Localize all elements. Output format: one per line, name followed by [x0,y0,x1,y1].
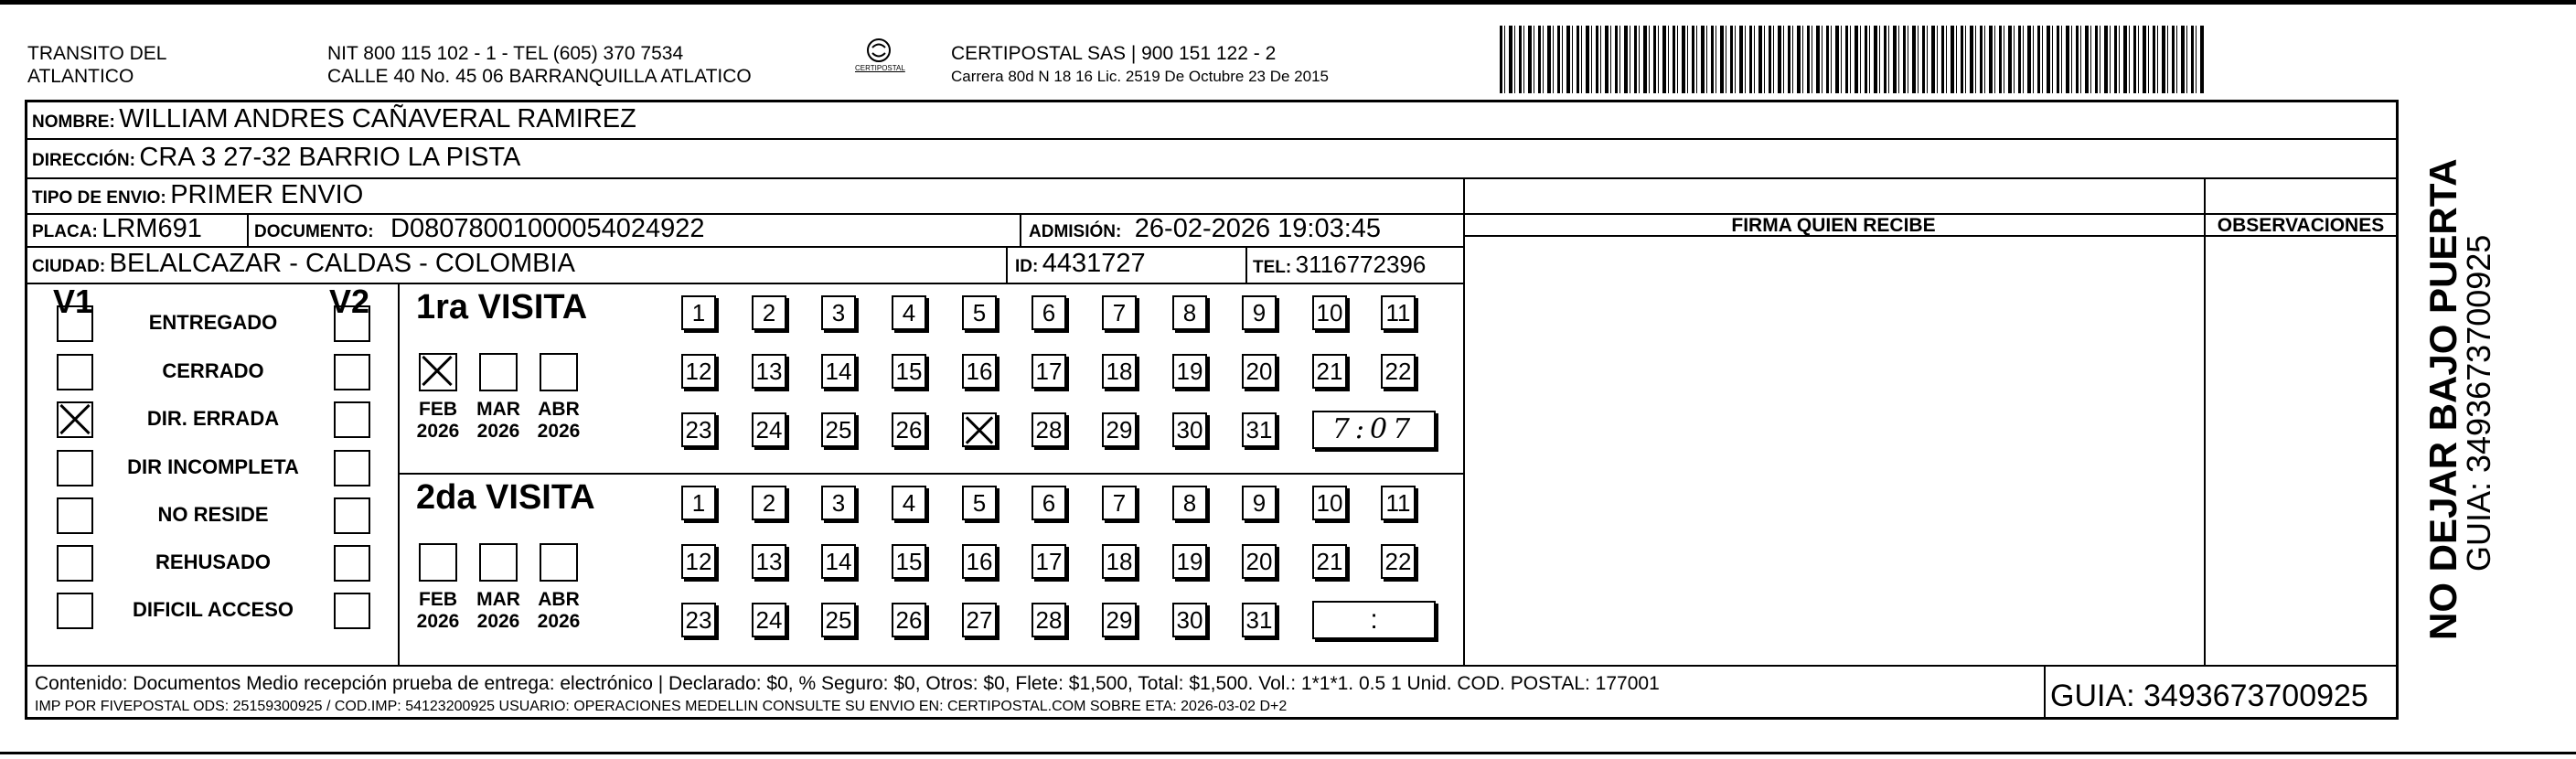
delivery-form [25,100,2399,720]
day-box[interactable]: 13 [752,544,786,579]
day-box[interactable]: 24 [752,412,786,447]
direccion-value: CRA 3 27-32 BARRIO LA PISTA [139,143,521,172]
v1-checkbox[interactable] [57,450,93,486]
observaciones-label: OBSERVACIONES [2217,215,2385,236]
placa-value: LRM691 [102,214,202,243]
day-box[interactable]: 13 [752,354,786,389]
month-year: 2026 [416,611,460,632]
status-label: DIFICIL ACCESO [132,598,294,621]
day-box[interactable]: 26 [892,603,926,637]
day-box[interactable]: 8 [1172,486,1207,520]
guia-box: GUIA: 3493673700925 [2050,679,2368,713]
rule [1245,246,1247,283]
nombre-field [32,104,636,134]
rule [27,138,2396,140]
status-label: ENTREGADO [148,311,278,334]
v2-label: V2 [329,283,370,320]
day-box[interactable]: 28 [1031,603,1066,637]
signature-area[interactable] [1468,240,2199,660]
sender-nit [327,42,752,88]
day-box[interactable]: 6 [1031,486,1066,520]
certipostal-logo [855,37,903,93]
v1-label: V1 [53,283,94,320]
day-box[interactable]: 5 [962,295,997,330]
day-box[interactable]: 9 [1242,486,1277,520]
id-label: ID: [1015,257,1039,276]
tipo-envio-value: PRIMER ENVIO [170,180,364,209]
v1-checkbox[interactable] [57,354,93,390]
observations-area[interactable] [2208,240,2391,660]
day-box[interactable]: 8 [1172,295,1207,330]
month-name: MAR [476,399,520,420]
month-checkbox[interactable] [479,353,518,391]
day-box[interactable]: 21 [1312,354,1347,389]
placa-field [32,214,202,244]
day-box[interactable]: 28 [1031,412,1066,447]
day-box[interactable]: 14 [821,354,856,389]
day-box[interactable]: 20 [1242,544,1277,579]
direccion-field [32,143,520,173]
ciudad-value: BELALCAZAR - CALDAS - COLOMBIA [109,249,575,278]
month-checkbox[interactable] [540,353,578,391]
day-box[interactable]: 19 [1172,544,1207,579]
day-box[interactable] [962,412,997,447]
day-box[interactable]: 16 [962,354,997,389]
tipo-envio-label: TIPO DE ENVIO: [32,188,166,208]
day-box[interactable]: 2 [752,295,786,330]
day-box[interactable]: 23 [681,603,716,637]
v2-checkbox[interactable] [334,593,370,629]
tel-value: 3116772396 [1295,251,1427,278]
month-name: ABR [538,589,580,610]
rule [398,283,400,665]
day-box[interactable]: 22 [1381,544,1416,579]
v1-checkbox[interactable] [57,305,93,342]
month-label [475,399,522,443]
rule [247,213,249,246]
direccion-label: DIRECCIÓN: [32,151,135,170]
day-box[interactable]: 1 [681,486,716,520]
day-box[interactable]: 16 [962,544,997,579]
day-box[interactable]: 18 [1102,354,1137,389]
v2-checkbox[interactable] [334,305,370,342]
day-box[interactable]: 7 [1102,486,1137,520]
v2-checkbox[interactable] [334,545,370,582]
month-label [535,399,583,443]
day-box[interactable]: 19 [1172,354,1207,389]
id-value: 4431727 [1042,249,1146,278]
rule [27,246,1463,248]
day-box[interactable]: 26 [892,412,926,447]
month-checkbox[interactable] [419,353,457,391]
day-box[interactable]: 4 [892,486,926,520]
day-box[interactable]: 21 [1312,544,1347,579]
day-box[interactable]: 29 [1102,603,1137,637]
sender-org-line1: TRANSITO DEL [27,43,167,64]
day-box[interactable]: 4 [892,295,926,330]
nombre-value: WILLIAM ANDRES CAÑAVERAL RAMIREZ [119,104,636,134]
barcode [1500,26,2206,93]
documento-label: DOCUMENTO: [254,222,374,241]
day-box[interactable]: 3 [821,486,856,520]
status-label: NO RESIDE [157,503,269,526]
rule [27,283,1463,284]
rule [1463,177,1465,665]
day-box[interactable]: 11 [1381,295,1416,330]
month-label [475,589,522,633]
month-checkbox[interactable] [419,543,457,582]
v1-checkbox[interactable] [57,545,93,582]
footer-line2: IMP POR FIVEPOSTAL ODS: 25159300925 / COD.IMP: 54123200925 USUARIO: OPERACIONES MEDELLIN CONSULTE SU ENVIO EN: CERTIPOSTAL.COM SOBRE ETA: 2026-03-02 D+2 [35,699,1288,714]
tel-label: TEL: [1253,258,1292,277]
rule [2044,665,2046,720]
rule [27,177,2396,179]
sender-org [27,42,166,88]
top-border [0,0,2576,5]
day-box[interactable]: 12 [681,544,716,579]
v2-checkbox[interactable] [334,354,370,390]
rule [27,665,2396,667]
month-checkbox[interactable] [479,543,518,582]
no-dejar-bajo-puerta: NO DEJAR BAJO PUERTA [2421,158,2464,640]
day-box[interactable]: 22 [1381,354,1416,389]
month-checkbox[interactable] [540,543,578,582]
documento-value: D08078001000054024922 [390,214,705,243]
day-box[interactable]: 10 [1312,486,1347,520]
day-box[interactable]: 25 [821,412,856,447]
tel-field [1253,251,1426,279]
rule [1006,246,1008,283]
carrier-info [951,42,1329,88]
placa-label: PLACA: [32,222,98,241]
day-box[interactable]: 17 [1031,354,1066,389]
day-box[interactable]: 30 [1172,412,1207,447]
certipostal-logo-icon [865,37,893,64]
v2-checkbox[interactable] [334,497,370,534]
carrier-line1: CERTIPOSTAL SAS | 900 151 122 - 2 [951,43,1277,64]
day-box[interactable]: 23 [681,412,716,447]
day-box[interactable]: 10 [1312,295,1347,330]
day-box[interactable]: 14 [821,544,856,579]
month-name: FEB [419,399,457,420]
sender-org-line2: ATLANTICO [27,66,134,87]
day-box[interactable]: 12 [681,354,716,389]
day-box[interactable]: 3 [821,295,856,330]
admision-value: 26-02-2026 19:03:45 [1134,214,1382,243]
day-box[interactable]: 31 [1242,412,1277,447]
guia-vertical: GUIA: 3493673700925 [2460,234,2497,572]
rule [398,473,1463,475]
firma-label: FIRMA QUIEN RECIBE [1731,215,1936,236]
rule [2396,102,2398,720]
logo-text: CERTIPOSTAL [855,64,905,72]
month-year: 2026 [537,611,581,632]
v1-checkbox[interactable] [57,401,93,438]
day-box[interactable]: 15 [892,544,926,579]
status-label: DIR INCOMPLETA [127,455,299,478]
day-box[interactable]: 5 [962,486,997,520]
v2-checkbox[interactable] [334,450,370,486]
day-box[interactable]: 31 [1242,603,1277,637]
id-field [1015,249,1146,279]
day-box[interactable]: 11 [1381,486,1416,520]
tipo-envio-field [32,180,363,210]
day-box[interactable]: 20 [1242,354,1277,389]
status-label: CERRADO [162,359,264,382]
month-year: 2026 [476,611,520,632]
visit-title: 1ra VISITA [416,288,588,326]
nombre-label: NOMBRE: [32,112,115,132]
day-box[interactable]: 7 [1102,295,1137,330]
carrier-line2: Carrera 80d N 18 16 Lic. 2519 De Octubre 23 De 2015 [951,68,1329,85]
month-year: 2026 [476,421,520,442]
month-name: ABR [538,399,580,420]
rule [2204,177,2206,665]
sender-nit-line2: CALLE 40 No. 45 06 BARRANQUILLA ATLATICO [327,66,752,87]
day-box[interactable]: 24 [752,603,786,637]
status-label: REHUSADO [155,551,271,573]
month-label [414,589,462,633]
hour-box[interactable]: : [1312,601,1436,639]
day-box[interactable]: 18 [1102,544,1137,579]
day-box[interactable]: 15 [892,354,926,389]
month-year: 2026 [537,421,581,442]
month-name: FEB [419,589,457,610]
day-box[interactable]: 2 [752,486,786,520]
day-box[interactable]: 29 [1102,412,1137,447]
admision-label: ADMISIÓN: [1029,222,1122,241]
ciudad-label: CIUDAD: [32,257,106,276]
sender-nit-line1: NIT 800 115 102 - 1 - TEL (605) 370 7534 [327,43,684,64]
day-box[interactable]: 27 [962,603,997,637]
day-box[interactable]: 25 [821,603,856,637]
visit-title: 2da VISITA [416,478,595,517]
v2-checkbox[interactable] [334,401,370,438]
v1-checkbox[interactable] [57,593,93,629]
hour-box[interactable]: 7:07 [1312,411,1436,449]
day-box[interactable]: 9 [1242,295,1277,330]
day-box[interactable]: 17 [1031,544,1066,579]
day-box[interactable]: 30 [1172,603,1207,637]
day-box[interactable]: 6 [1031,295,1066,330]
footer-line1: Contenido: Documentos Medio recepción prueba de entrega: electrónico | Declarado: $0, % Seguro: $0, Otros: $0, Flete: $1,500, Total: $1,500. Vol.: 1*1*1. 0.5 1 Unid. COD. POSTAL: 177001 [35,673,1660,694]
status-label: DIR. ERRADA [146,407,280,430]
bottom-border [0,752,2576,754]
documento-field [254,214,705,244]
month-label [414,399,462,443]
month-year: 2026 [416,421,460,442]
admision-field [1029,214,1381,244]
month-label [535,589,583,633]
month-name: MAR [476,589,520,610]
ciudad-field [32,249,575,279]
day-box[interactable]: 1 [681,295,716,330]
rule [1020,213,1021,246]
v1-checkbox[interactable] [57,497,93,534]
